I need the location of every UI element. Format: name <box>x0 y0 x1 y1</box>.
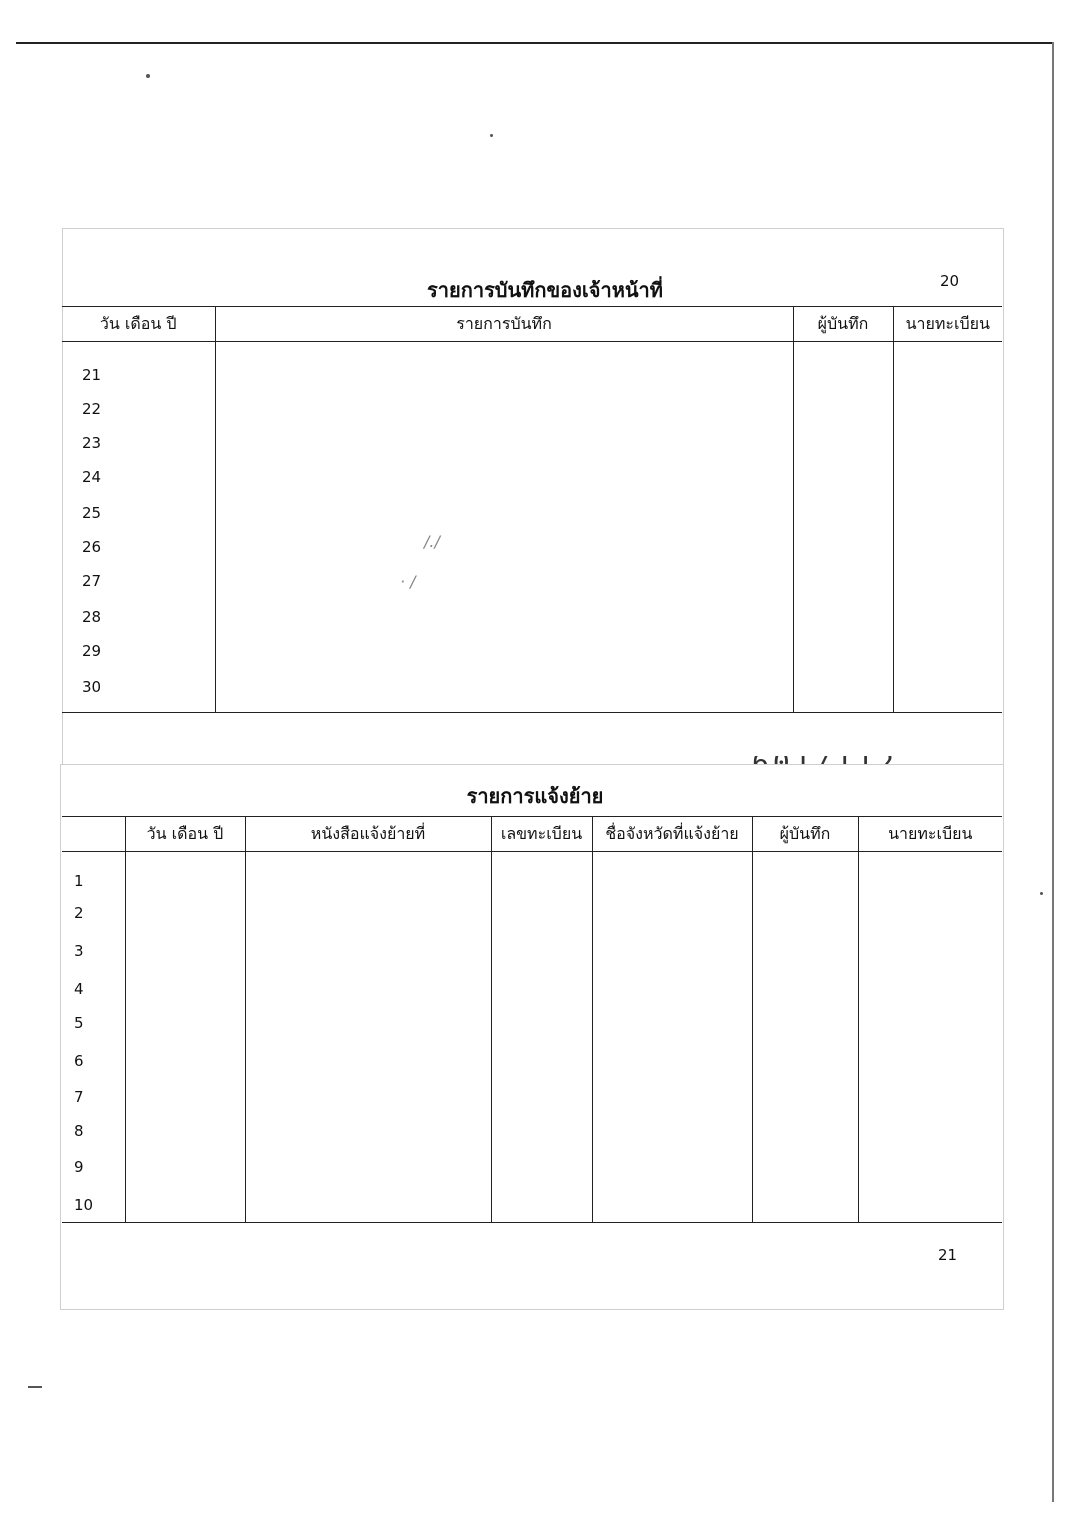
registrar-cell <box>858 852 1002 1223</box>
column-header-entry: รายการบันทึก <box>215 307 793 342</box>
row-number: 4 <box>74 980 84 998</box>
officer-record-body-row <box>62 342 1002 713</box>
row-number: 6 <box>74 1052 84 1070</box>
top-rule <box>16 42 1054 44</box>
column-header-notice-number: หนังสือแจ้งย้ายที่ <box>245 817 491 852</box>
relocation-record-body-row <box>62 852 1002 1223</box>
pencil-mark: /./ <box>424 532 440 551</box>
officer-record-table <box>62 306 1002 713</box>
recorder-cell <box>793 342 893 713</box>
row-number: 26 <box>82 538 102 556</box>
row-number: 24 <box>82 468 102 486</box>
column-header-province: ชื่อจังหวัดที่แจ้งย้าย <box>592 817 752 852</box>
row-number: 30 <box>82 678 102 696</box>
notice-number-cell <box>245 852 491 1223</box>
row-number: 25 <box>82 504 102 522</box>
scan-speck <box>28 1386 42 1388</box>
row-number: 28 <box>82 608 102 626</box>
relocation-record-header-row <box>62 817 1002 852</box>
relocation-record-title: รายการแจ้งย้าย <box>466 784 604 808</box>
recorder-cell <box>752 852 858 1223</box>
index-cell <box>62 852 125 1223</box>
row-number: 3 <box>74 942 84 960</box>
row-number: 23 <box>82 434 102 452</box>
right-edge-line <box>1052 42 1054 1502</box>
column-header-registration-number: เลขทะเบียน <box>491 817 592 852</box>
row-number: 2 <box>74 904 84 922</box>
row-number: 5 <box>74 1014 84 1032</box>
scan-speck <box>146 74 150 78</box>
pencil-mark: · / <box>400 572 416 591</box>
registration-number-cell <box>491 852 592 1223</box>
entry-cell <box>215 342 793 713</box>
row-number: 1 <box>74 872 84 890</box>
column-header-registrar: นายทะเบียน <box>858 817 1002 852</box>
column-header-index <box>62 817 125 852</box>
column-header-date: วัน เดือน ปี <box>62 307 215 342</box>
row-number: 10 <box>74 1196 94 1214</box>
column-header-date: วัน เดือน ปี <box>125 817 245 852</box>
row-number: 8 <box>74 1122 84 1140</box>
province-cell <box>592 852 752 1223</box>
scan-speck <box>1040 892 1043 895</box>
row-number: 7 <box>74 1088 84 1106</box>
column-header-registrar: นายทะเบียน <box>893 307 1002 342</box>
officer-record-header-row <box>62 307 1002 342</box>
row-number: 9 <box>74 1158 84 1176</box>
relocation-record-page-number: 21 <box>938 1246 958 1264</box>
column-header-recorder: ผู้บันทึก <box>752 817 858 852</box>
row-number: 29 <box>82 642 102 660</box>
scan-speck <box>490 134 493 137</box>
row-number: 27 <box>82 572 102 590</box>
officer-record-title: รายการบันทึกของเจ้าหน้าที่ <box>427 278 663 302</box>
row-number: 22 <box>82 400 102 418</box>
relocation-record-table <box>62 816 1002 1223</box>
column-header-recorder: ผู้บันทึก <box>793 307 893 342</box>
officer-record-page-number: 20 <box>940 272 960 290</box>
row-number: 21 <box>82 366 102 384</box>
registrar-cell <box>893 342 1002 713</box>
date-cell <box>125 852 245 1223</box>
